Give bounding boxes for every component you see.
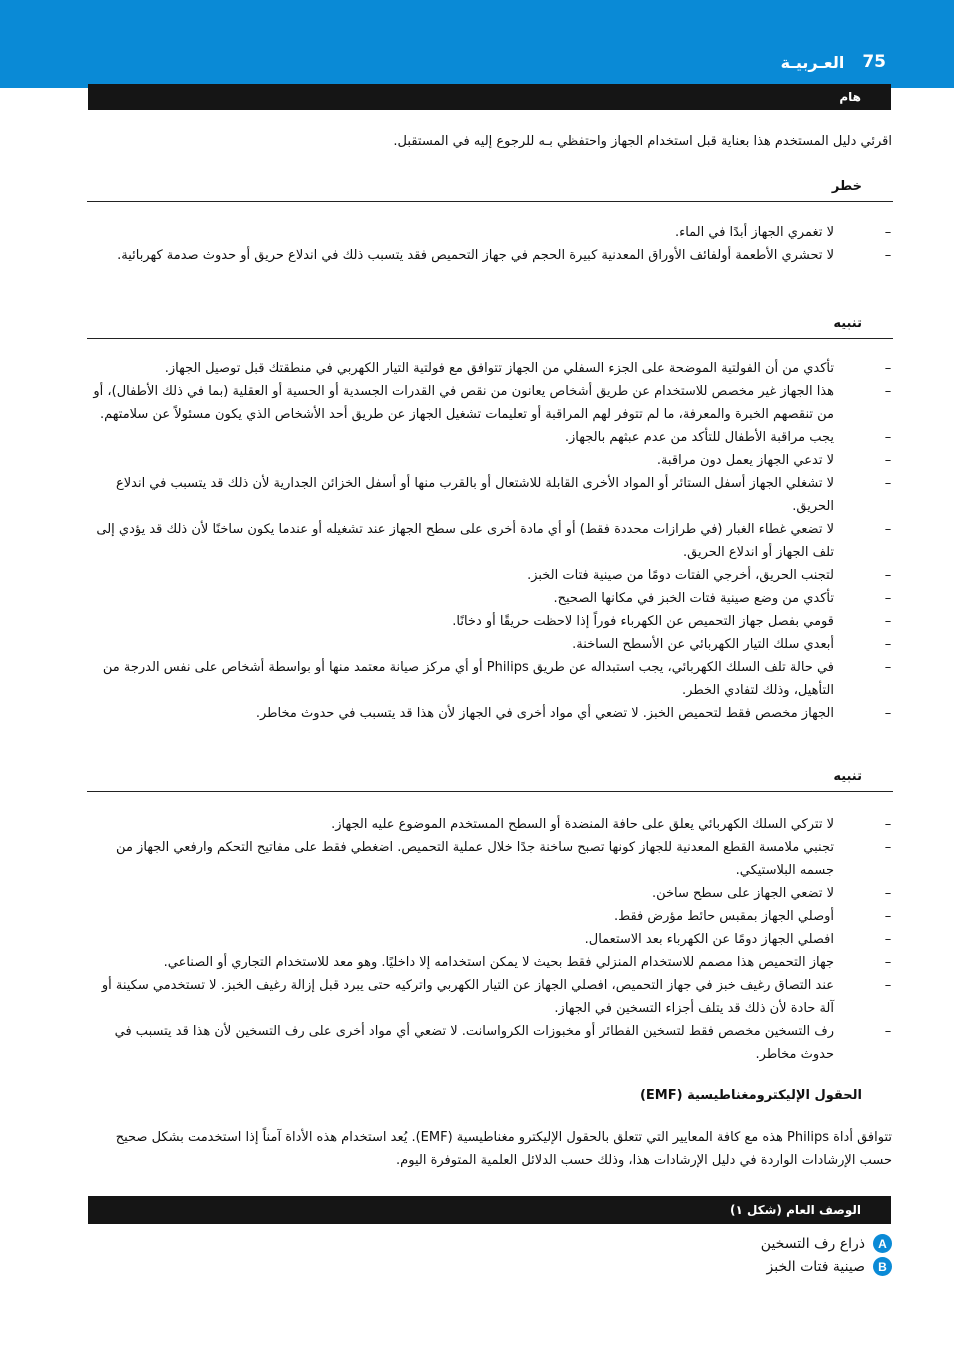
list-item: – أبعدي سلك التيار الكهربائي عن الأسطح الساخنة. bbox=[572, 637, 892, 652]
list-item: – افصلي الجهاز دومًا عن الكهرباء بعد الاستعمال. bbox=[584, 932, 892, 947]
list-item: – تأكدي من وضع صينية فتات الخبز في مكانها الصحيح. bbox=[553, 591, 892, 606]
caution-list bbox=[88, 813, 894, 1066]
list-item: – لا تتركي السلك الكهربائي يعلق على حافة المنضدة أو السطح المستخدم الموضوع عليه الجهاز. bbox=[331, 817, 892, 832]
divider-danger bbox=[87, 201, 893, 202]
legend-label: صينية فتات الخبز bbox=[766, 1258, 865, 1275]
divider-warning bbox=[87, 338, 893, 339]
letter-badge: A bbox=[873, 1234, 892, 1253]
list-item: – قومي بفصل جهاز التحميص عن الكهرباء فوراً إذا لاحظت حريقًا أو دخانًا. bbox=[452, 614, 892, 629]
emf-paragraph: تتوافق أداة Philips هذه مع كافة المعايير التي تتعلق بالحقول الإليكترو مغناطيسية (EMF). يُعد استخدام هذه الأداة آمناً إذا استخدمت بشكل صحيح حسب الإرشادات الواردة في دليل الإرشادات هذا، وذلك حسب الدلائل العلمية المتوفرة اليوم. bbox=[115, 1130, 892, 1168]
list-item: – يجب مراقبة الأطفال للتأكد من عدم عبثهم بالجهاز. bbox=[564, 430, 892, 445]
list-item: – الجهاز مخصص فقط لتحميص الخبز. لا تضعي أي مواد أخرى في الجهاز لأن هذا قد يتسبب في حدوث مخاطر. bbox=[255, 706, 892, 721]
emf-heading: الحقول الإليكترومغناطيسية (EMF) bbox=[639, 1088, 862, 1103]
top-header-band bbox=[0, 0, 954, 88]
list-item: – تجنبي ملامسة القطع المعدنية للجهاز كونها تصبح ساخنة جدًا خلال عملية التحميص. اضغطي فقط على مفاتيح التحكم وارفعي الجهاز من جسمه البلاستيكي. bbox=[116, 840, 892, 878]
list-item: – لا تضعي الجهاز على سطح ساخن. bbox=[651, 886, 892, 901]
page-header bbox=[781, 50, 886, 74]
list-item: – لا تحشري الأطعمة أولفائف الأوراق المعدنية كبيرة الحجم في جهاز التحميص فقد يتسبب ذلك في اندلاع حريق أو حدوث صدمة كهربائية. bbox=[117, 248, 892, 263]
list-item: – لا تضعي غطاء الغبار (في طرازات محددة فقط) أو أي مادة أخرى على سطح الجهاز عند تشغيله أو عندما يكون ساخنًا لأن ذلك قد يؤدي إلى تلف الجهاز أو اندلاع الحريق. bbox=[96, 522, 892, 560]
list-item: – لتجنب الحريق، أخرجي الفتات دومًا من صينية فتات الخبز. bbox=[527, 568, 892, 583]
list-item: – هذا الجهاز غير مخصص للاستخدام عن طريق أشخاص يعانون من نقص في القدرات الجسدية أو الحسية أو العقلية (بما في ذلك الأطفال)، أو من تنقصهم الخبرة والمعرفة، ما لم تتوفر لهم المراقبة أو تعليمات تشغيل الجهاز عن طريق أحد الأشخاص الذي يكون مسئولاً عن سلامتهم. bbox=[93, 384, 892, 422]
warning-list bbox=[88, 357, 894, 725]
list-item: – عند التصاق رغيف خبز في جهاز التحميص، افصلي الجهاز عن التيار الكهربي واتركيه حتى يبرد قبل إزالة رغيف الخبز. لا تستخدمي سكينة أو آلة حادة لأن ذلك قد يتلف أجزاء التسخين في الجهاز. bbox=[101, 978, 892, 1016]
list-item: – في حالة تلف السلك الكهربائي، يجب استبداله عن طريق Philips أو أي مركز صيانة معتمد منها أو بواسطة أشخاص على نفس الدرجة من التأهيل، وذلك لتفادي الخطر. bbox=[102, 660, 892, 698]
list-item: – رف التسخين مخصص فقط لتسخين الفطائر أو مخبوزات الكرواسانت. لا تضعي أي مواد أخرى على رف التسخين لأن هذا قد يتسبب في حدوث مخاطر. bbox=[114, 1024, 892, 1062]
list-item: – أوصلي الجهاز بمقبس حائط مؤرض فقط. bbox=[613, 909, 892, 924]
list-item: – تأكدي من أن الفولتية الموضحة على الجزء السفلي من الجهاز تتوافق مع فولتية التيار الكهربي في منطقتك قبل توصيل الجهاز. bbox=[164, 361, 892, 376]
list-item: – لا تشغلي الجهاز أسفل الستائر أو المواد الأخرى القابلة للاشتعال أو بالقرب منها أو أسفل الخزائن الجدارية لأن ذلك قد يتسبب في اندلاع الحريق. bbox=[115, 476, 892, 514]
important-section-bar bbox=[88, 84, 891, 110]
page-number: 75 bbox=[862, 52, 886, 72]
list-item: – لا تدعي الجهاز يعمل دون مراقبة. bbox=[656, 453, 892, 468]
language-label: العـربيـة bbox=[780, 52, 845, 72]
intro-paragraph: اقرئي دليل المستخدم هذا بعناية قبل استخدام الجهاز واحتفظي بـه للرجوع إليه في المستقبل. bbox=[393, 134, 892, 149]
legend-label: ذراع رف التسخين bbox=[760, 1235, 865, 1252]
general-description-bar bbox=[88, 1196, 891, 1224]
letter-badge: B bbox=[873, 1257, 892, 1276]
important-title: هام bbox=[839, 90, 861, 104]
legend-item-b bbox=[767, 1257, 892, 1276]
danger-heading: خطر bbox=[831, 179, 862, 194]
list-item: – لا تغمري الجهاز أبدًا في الماء. bbox=[674, 225, 892, 240]
danger-list bbox=[88, 221, 894, 267]
list-item: – جهاز التحميص هذا مصمم للاستخدام المنزلي فقط بحيث لا يمكن استخدامه إلا داخليًا. وهو معد للاستخدام التجاري أو الصناعي. bbox=[163, 955, 892, 970]
legend-item-a bbox=[761, 1234, 892, 1253]
divider-caution bbox=[87, 791, 893, 792]
general-description-title: الوصف العام (شكل ١) bbox=[729, 1203, 861, 1217]
caution-heading: تنبيه bbox=[833, 769, 862, 784]
warning-heading: تنبيه bbox=[833, 316, 862, 331]
